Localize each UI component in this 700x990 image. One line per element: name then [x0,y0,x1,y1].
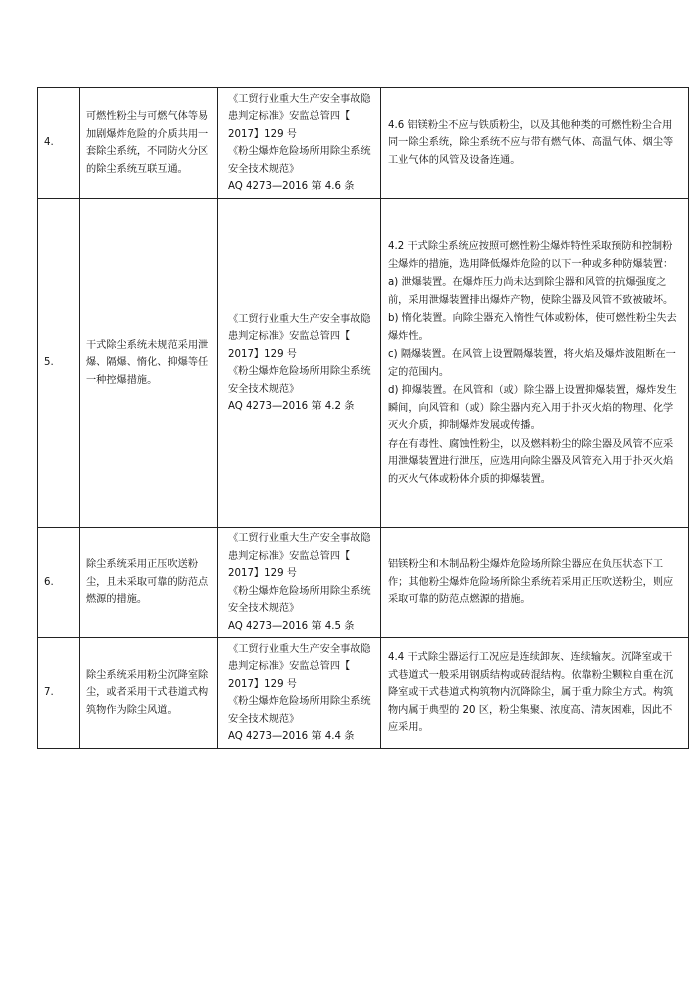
table-row [38,528,689,638]
requirement-text [381,528,689,638]
requirement-paragraph: c) 隔爆装置。在风管上设置隔爆装置，将火焰及爆炸波阻断在一定的范围内。 [388,349,676,378]
hazard-description: 可燃性粉尘与可燃气体等易加剧爆炸危险的介质共用一套除尘系统，不同防火分区的除尘系统互联互通。 [80,88,218,199]
reference-line: AQ 4273—2016 第 4.6 条 [228,181,355,192]
table-row [38,199,689,528]
reference-line: AQ 4273—2016 第 4.2 条 [228,401,355,412]
hazard-description: 除尘系统采用正压吹送粉尘，且未采取可靠的防范点燃源的措施。 [80,528,218,638]
requirement-paragraph: d) 抑爆装置。在风管和（或）除尘器上设置抑爆装置，爆炸发生瞬间，向风管和（或）除尘器内充入用于扑灭火焰的物理、化学灭火介质，抑制爆炸发展或传播。 [388,385,677,431]
reference-line: 《工贸行业重大生产安全事故隐患判定标准》安监总管四【 2017】129 号 [228,643,371,690]
reference-line: 《粉尘爆炸危险场所用除尘系统安全技术规范》 [228,146,371,175]
row-number: 4. [38,88,80,199]
reference-line: 《粉尘爆炸危险场所用除尘系统安全技术规范》 [228,366,371,395]
requirement-paragraph: 铝镁粉尘和木制品粉尘爆炸危险场所除尘器应在负压状态下工作；其他粉尘爆炸危险场所除尘系统若采用正压吹送粉尘，则应采取可靠的防范点燃源的措施。 [388,559,674,606]
reference-line: AQ 4273—2016 第 4.5 条 [228,620,355,632]
regulation-reference [218,88,381,199]
requirement-paragraph: 存在有毒性、腐蚀性粉尘，以及燃料粉尘的除尘器及风管不应采用泄爆装置进行泄压，应选用向除尘器及风管充入用于扑灭火焰的灭火气体或粉体介质的抑爆装置。 [388,438,674,485]
regulation-reference [218,199,381,528]
reference-line: AQ 4273—2016 第 4.4 条 [228,731,355,742]
requirement-paragraph: 4.6 铝镁粉尘不应与铁质粉尘，以及其他种类的可燃性粉尘合用同一除尘系统，除尘系统不应与带有燃气体、高温气体、烟尘等工业气体的风管及设备连通。 [388,119,674,166]
regulation-reference [218,638,381,749]
hazard-table [37,87,689,749]
regulation-reference [218,528,381,638]
table-row [38,88,689,199]
row-number: 6. [38,528,80,638]
requirement-text [381,638,689,749]
row-number: 5. [38,199,80,528]
hazard-description: 除尘系统采用粉尘沉降室除尘，或者采用干式巷道式构筑物作为除尘风道。 [80,638,218,749]
requirement-paragraph: a) 泄爆装置。在爆炸压力尚未达到除尘器和风管的抗爆强度之前，采用泄爆装置排出爆炸产物，使除尘器及风管不致被破坏。 [388,277,674,306]
reference-line: 《粉尘爆炸危险场所用除尘系统安全技术规范》 [228,585,371,614]
requirement-paragraph: 4.2 干式除尘系统应按照可燃性粉尘爆炸特性采取预防和控制粉尘爆炸的措施，选用降低爆炸危险的以下一种或多种防爆装置： [388,241,674,270]
requirement-text [381,199,689,528]
requirement-paragraph: b) 惰化装置。向除尘器充入惰性气体或粉体，使可燃性粉尘失去爆炸性。 [388,313,677,342]
reference-line: 《工贸行业重大生产安全事故隐患判定标准》安监总管四【 2017】129 号 [228,533,371,579]
hazard-description: 干式除尘系统未规范采用泄爆、隔爆、惰化、抑爆等任一种控爆措施。 [80,199,218,528]
reference-line: 《工贸行业重大生产安全事故隐患判定标准》安监总管四【 2017】129 号 [228,313,371,360]
table-row [38,638,689,749]
row-number: 7. [38,638,80,749]
requirement-paragraph: 4.4 干式除尘器运行工况应是连续卸灰、连续输灰。沉降室或干式巷道式一般采用钢质结构或砖混结构。依靠粉尘颗粒自重在沉降室或干式巷道式构筑物内沉降除尘，属于重力除尘方式。构筑物内属于典型的 20 区，粉尘集聚、浓度高、清灰困难，因此不应采用。 [388,652,674,734]
requirement-text [381,88,689,199]
reference-line: 《粉尘爆炸危险场所用除尘系统安全技术规范》 [228,696,371,725]
reference-line: 《工贸行业重大生产安全事故隐患判定标准》安监总管四【 2017】129 号 [228,93,371,140]
